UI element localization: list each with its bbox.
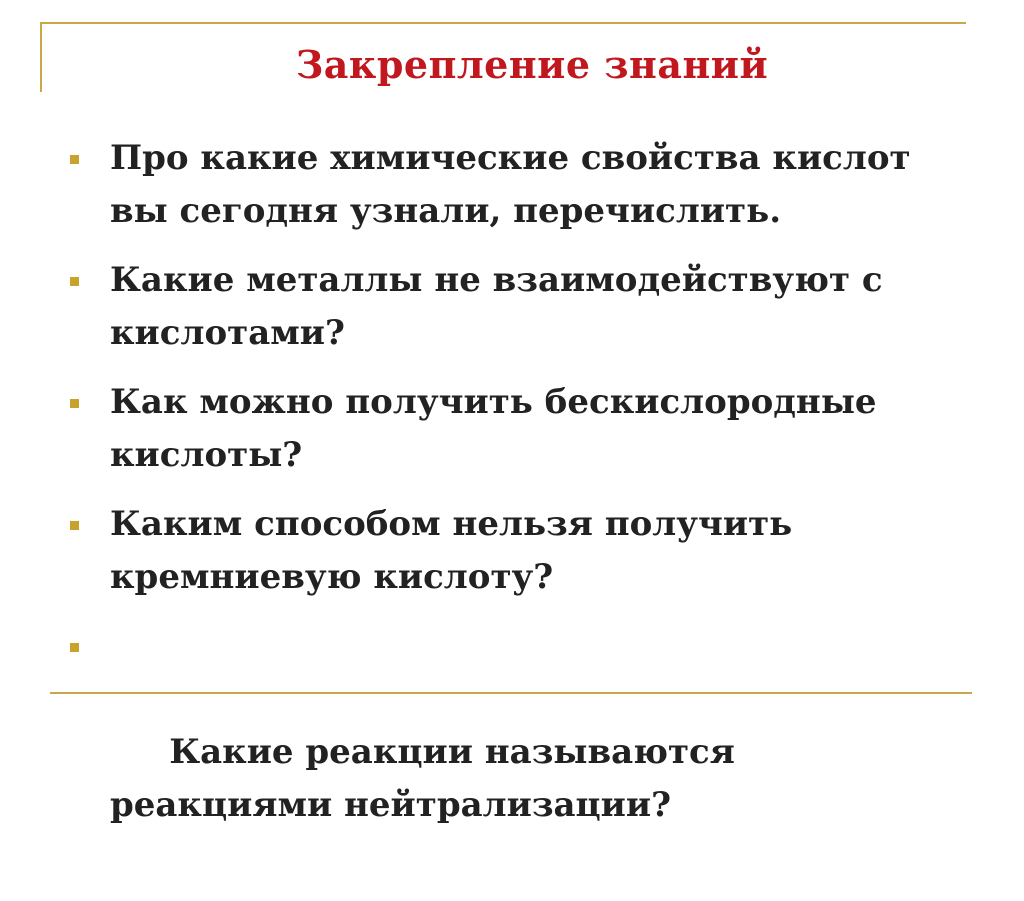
list-item-text: Какие реакции называются реакциями нейтрализации?: [110, 732, 747, 825]
square-bullet-icon: [70, 277, 79, 286]
list-item: [70, 376, 950, 482]
list-item-text: Как можно получить бескислородные кислоты?: [110, 382, 877, 475]
list-item: [70, 498, 950, 604]
square-bullet-icon: [70, 643, 79, 652]
list-item: [70, 254, 950, 360]
slide-frame-top-line: [40, 22, 966, 24]
list-item-text: Каким способом нельзя получить кремниевую кислоту?: [110, 504, 793, 597]
list-item: [70, 620, 950, 885]
question-list: [70, 132, 950, 901]
list-item: [70, 132, 950, 238]
square-bullet-icon: [70, 155, 79, 164]
square-bullet-icon: [70, 399, 79, 408]
list-item-text: Про какие химические свойства кислот вы сегодня узнали, перечислить.: [110, 138, 911, 231]
list-item-text: Какие металлы не взаимодействуют с кислотами?: [110, 260, 883, 353]
square-bullet-icon: [70, 521, 79, 530]
slide-title: Закрепление знаний: [295, 42, 769, 87]
